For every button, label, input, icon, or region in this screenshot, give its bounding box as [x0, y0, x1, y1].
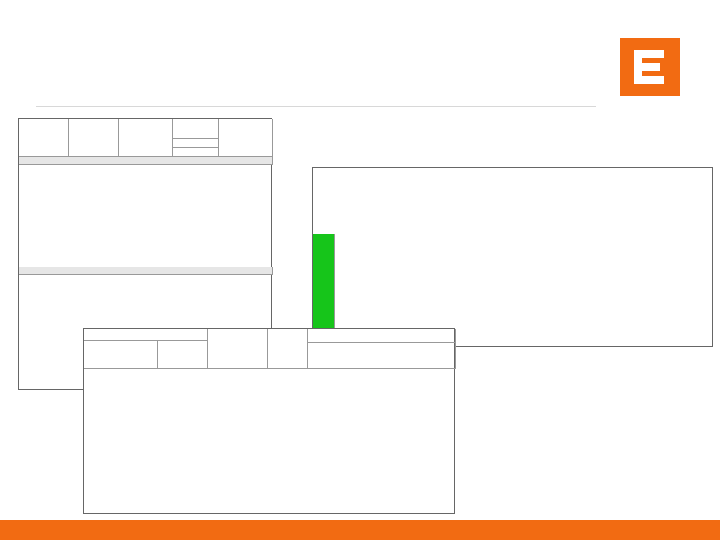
t1-header-5	[219, 119, 273, 157]
t3-header-heating	[208, 329, 268, 369]
t2-group-label-cell	[313, 234, 335, 338]
footer-bar	[0, 520, 720, 540]
title-divider	[36, 106, 596, 107]
t1-subheader-1	[173, 139, 219, 148]
t1-header-1	[19, 119, 69, 157]
t3-header-measured	[84, 329, 208, 341]
t1-header-3	[119, 119, 173, 157]
t3-subheader-3	[308, 343, 456, 369]
t3-subheader-2	[158, 341, 208, 369]
t1-section-new	[19, 157, 273, 165]
t1-header-2	[69, 119, 119, 157]
t1-subheader-2	[173, 148, 219, 157]
breaker-criteria-table	[312, 167, 713, 347]
t3-subheader-1	[84, 341, 158, 369]
t3-header-measures	[308, 329, 456, 343]
cez-logo-icon	[620, 38, 680, 96]
t1-header-4	[173, 119, 219, 139]
t1-section-service	[19, 267, 273, 275]
thermal-criteria-table	[83, 328, 455, 514]
t3-header-severity	[268, 329, 308, 369]
